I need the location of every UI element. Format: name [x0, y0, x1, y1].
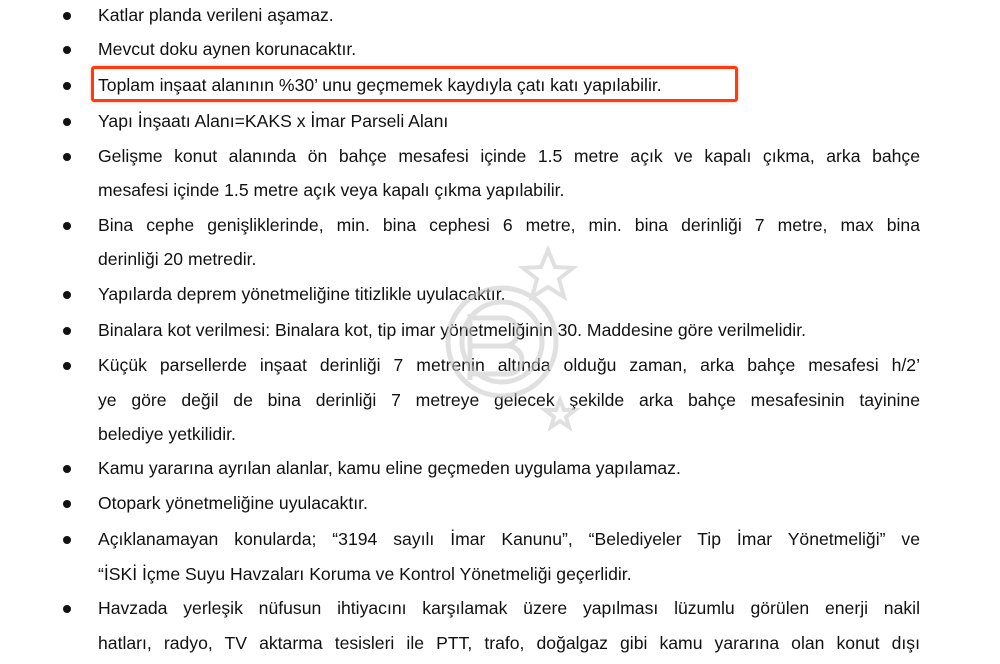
list-item-text: Yapı İnşaatı Alanı=KAKS x İmar Parseli Alanı	[98, 111, 449, 131]
list-item-text: Küçük parsellerde inşaat derinliği 7 metrenin altında olduğu zaman, arka bahçe mesafesi h/2’	[98, 355, 920, 375]
list-item-text: Mevcut doku aynen korunacaktır.	[98, 39, 357, 59]
list-item-text: Yapılarda deprem yönetmeliğine titizlikle uyulacaktır.	[98, 284, 506, 304]
list-item-text: Otopark yönetmeliğine uyulacaktır.	[98, 493, 368, 513]
list-item-text: mesafesi içinde 1.5 metre açık veya kapalı çıkma yapılabilir.	[98, 180, 565, 200]
list-item-text: ye göre değil de bina derinliği 7 metreye gelecek şekilde arka bahçe mesafesinin tayinine	[98, 390, 920, 410]
list-item-text: Havzada yerleşik nüfusun ihtiyacını karşılamak üzere yapılması lüzumlu görülen enerji nakil	[98, 598, 920, 618]
bullet-icon	[63, 362, 71, 370]
bullet-icon	[63, 500, 71, 508]
bullet-icon	[63, 46, 71, 54]
list-item-text: Kamu yararına ayrılan alanlar, kamu eline geçmeden uygulama yapılamaz.	[98, 458, 681, 478]
bullet-icon	[63, 222, 71, 230]
bullet-icon	[63, 465, 71, 473]
list-item-text: Toplam inşaat alanının %30’ unu geçmemek kaydıyla çatı katı yapılabilir.	[98, 75, 662, 95]
list-item-text: “İSKİ İçme Suyu Havzaları Koruma ve Kontrol Yönetmeliği geçerlidir.	[98, 564, 632, 584]
list-item-text: hatları, radyo, TV aktarma tesisleri ile PTT, trafo, doğalgaz gibi kamu yararına olan konut dışı	[98, 633, 920, 653]
bullet-icon	[63, 605, 71, 613]
bullet-icon	[63, 153, 71, 161]
list-item-text: derinliği 20 metredir.	[98, 249, 257, 269]
bullet-icon	[63, 291, 71, 299]
list-item-text: Binalara kot verilmesi: Binalara kot, tip imar yönetmeliğinin 30. Maddesine göre verilmelidir.	[98, 320, 806, 340]
list-item-text: Katlar planda verileni aşamaz.	[98, 5, 334, 25]
list-item-text: Bina cephe genişliklerinde, min. bina cephesi 6 metre, min. bina derinliği 7 metre, max bina	[98, 215, 920, 235]
bullet-icon	[63, 118, 71, 126]
bullet-icon	[63, 82, 71, 90]
bullet-icon	[63, 12, 71, 20]
list-item-text: Gelişme konut alanında ön bahçe mesafesi içinde 1.5 metre açık ve kapalı çıkma, arka bahçe	[98, 146, 920, 166]
bullet-icon	[63, 536, 71, 544]
list-item-text: Açıklanamayan konularda; “3194 sayılı İmar Kanunu”, “Belediyeler Tip İmar Yönetmeliği” ve	[98, 529, 920, 549]
list-item-text: belediye yetkilidir.	[98, 424, 236, 444]
bullet-icon	[63, 327, 71, 335]
